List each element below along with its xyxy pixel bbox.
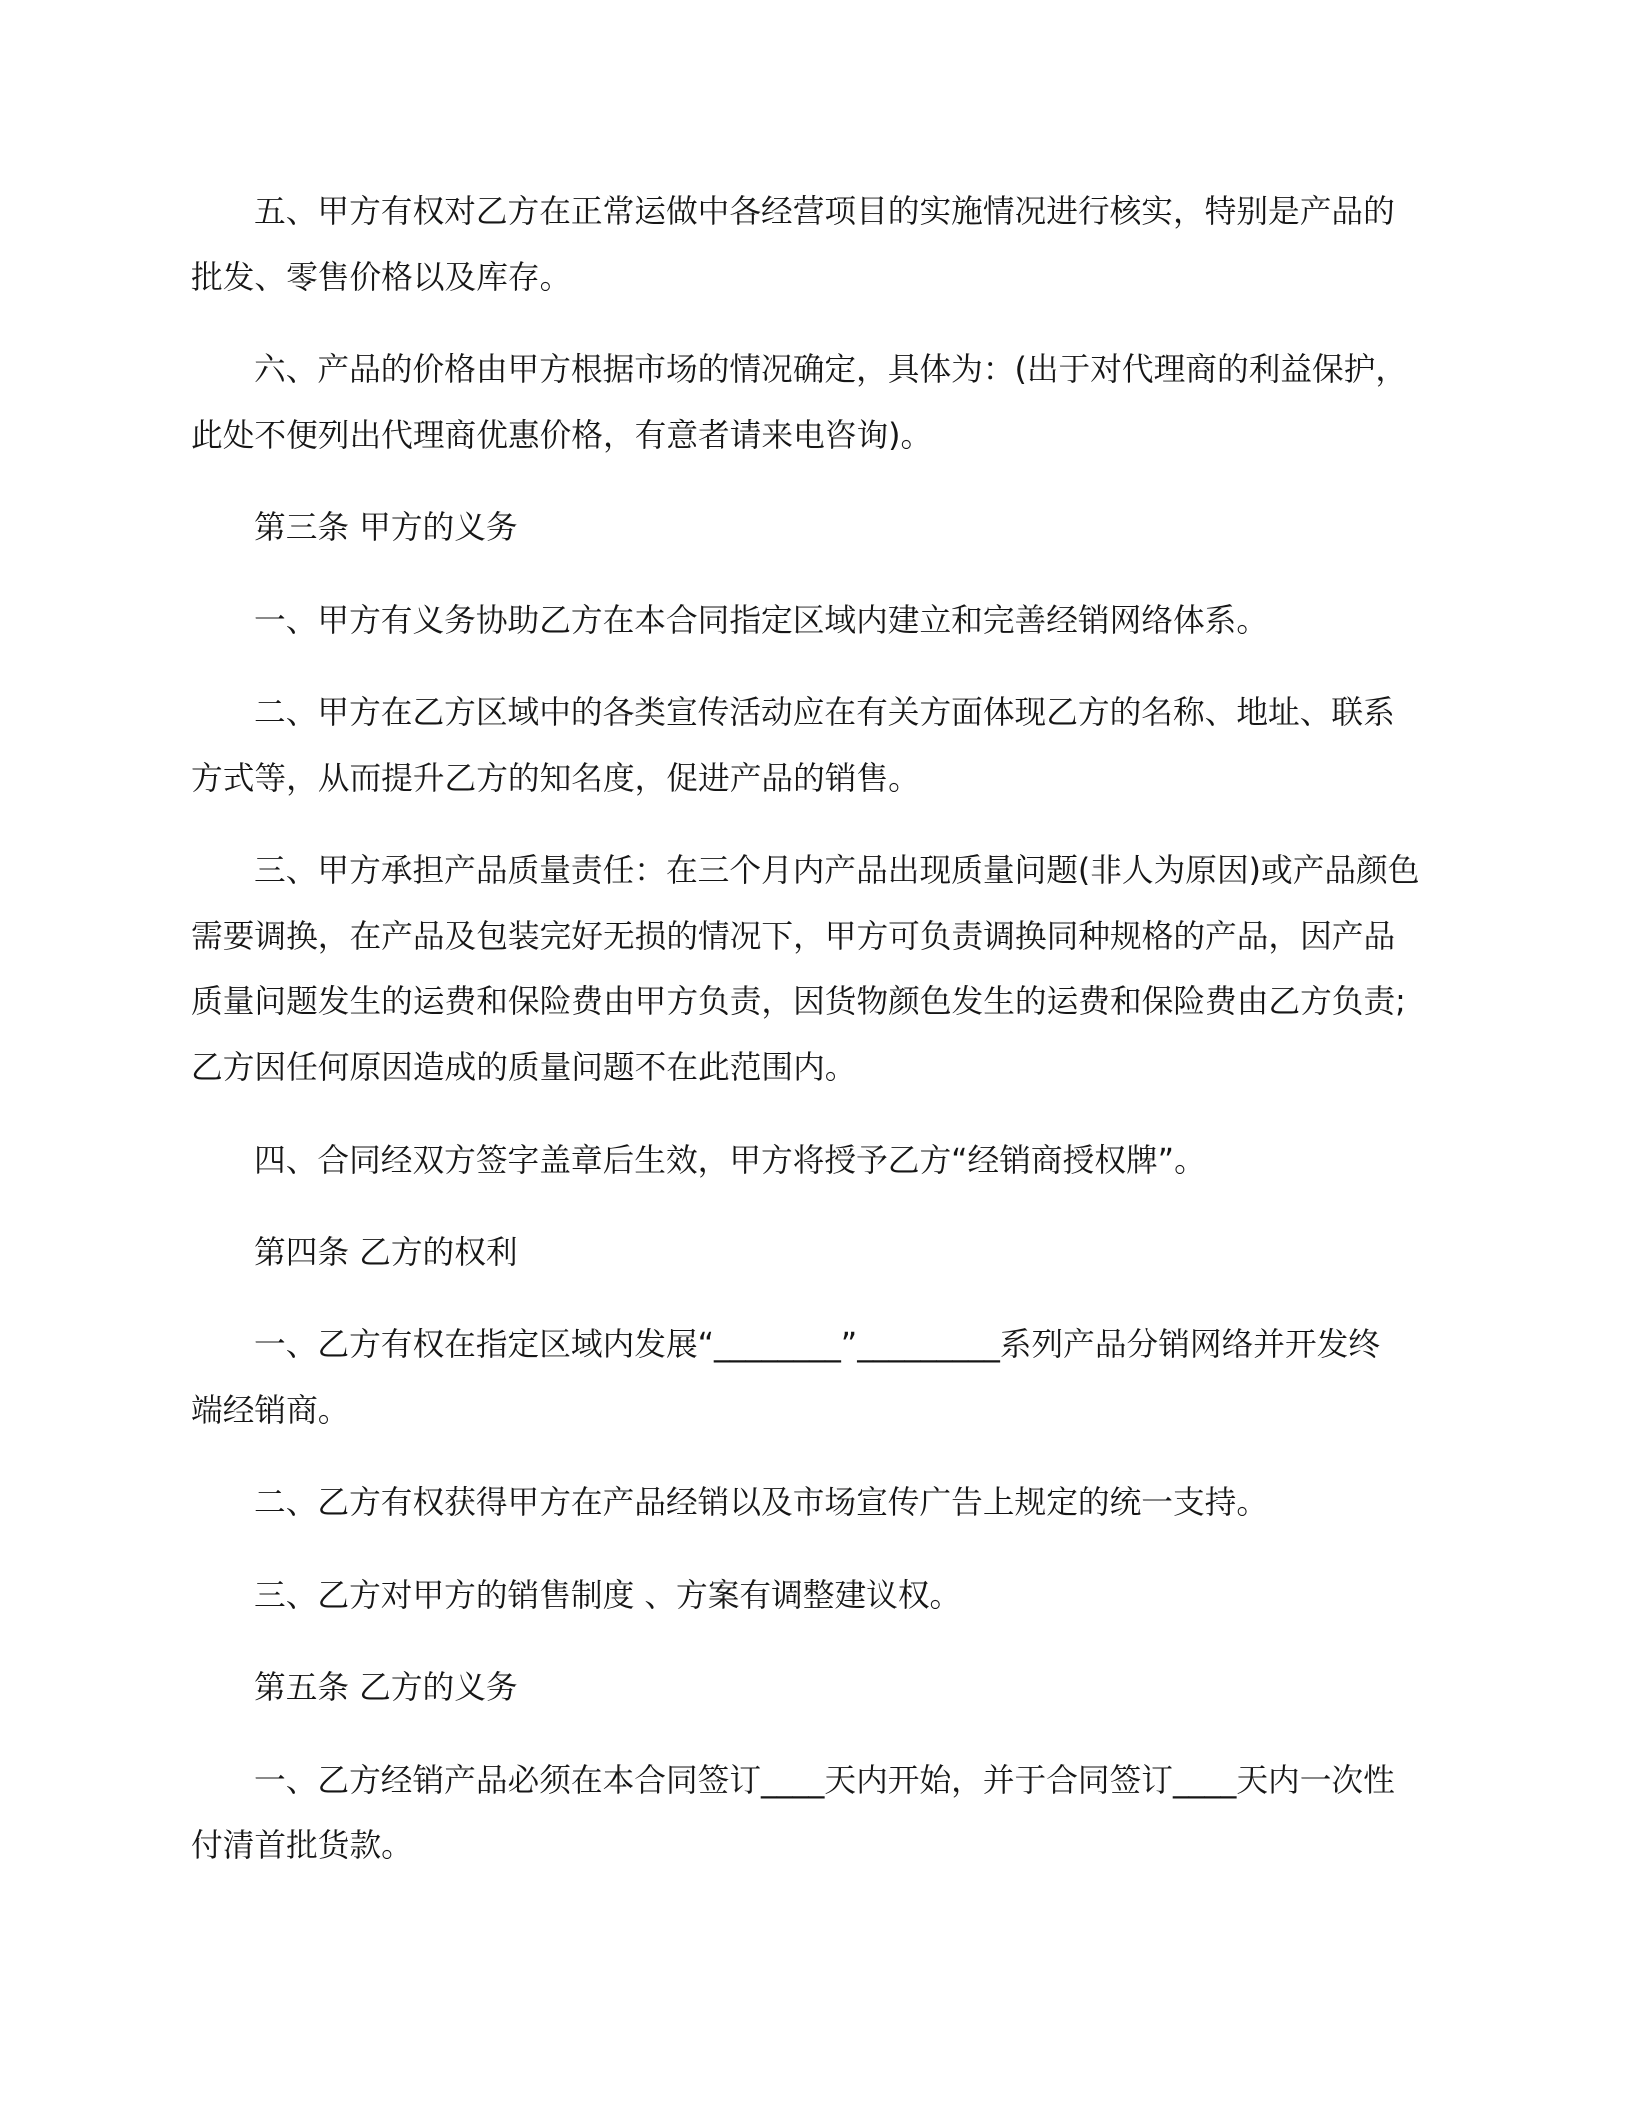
article-heading [191, 496, 1431, 562]
article-heading-text: 第三条 甲方的义务 [254, 510, 518, 547]
text-line: 三、乙方对甲方的销售制度 、方案有调整建议权。 [254, 1577, 962, 1614]
article-heading [191, 1221, 1431, 1287]
text-line: 三、甲方承担产品质量责任：在三个月内产品出现质量问题(非人为原因)或产品颜色 [254, 853, 1420, 890]
clause-paragraph [191, 681, 1431, 812]
clause-paragraph [191, 839, 1431, 1102]
clause-paragraph [191, 1749, 1431, 1880]
clause-paragraph [191, 1564, 1431, 1630]
text-line: 二、甲方在乙方区域中的各类宣传活动应在有关方面体现乙方的名称、地址、联系 [254, 694, 1395, 731]
text-line: 需要调换，在产品及包装完好无损的情况下，甲方可负责调换同种规格的产品，因产品 [191, 918, 1396, 955]
text-line: 此处不便列出代理商优惠价格，有意者请来电咨询)。 [191, 417, 933, 454]
document-body [191, 180, 1431, 1907]
text-line: 批发、零售价格以及库存。 [191, 259, 572, 296]
clause-paragraph [191, 1471, 1431, 1537]
text-line: 一、乙方经销产品必须在本合同签订____天内开始，并于合同签订____天内一次性 [254, 1762, 1395, 1799]
article-heading [191, 1656, 1431, 1722]
text-line: 一、乙方有权在指定区域内发展“________”_________系列产品分销网络并开发终 [254, 1327, 1381, 1364]
clause-paragraph [191, 338, 1431, 469]
clause-paragraph [191, 589, 1431, 655]
text-line: 端经销商。 [191, 1393, 350, 1430]
text-line: 五、甲方有权对乙方在正常运做中各经营项目的实施情况进行核实，特别是产品的 [254, 194, 1395, 230]
text-line: 二、乙方有权获得甲方在产品经销以及市场宣传广告上规定的统一支持。 [254, 1485, 1268, 1522]
text-line: 乙方因任何原因造成的质量问题不在此范围内。 [191, 1050, 857, 1087]
article-heading-text: 第五条 乙方的义务 [254, 1670, 518, 1707]
article-heading-text: 第四条 乙方的权利 [254, 1234, 518, 1271]
text-line: 方式等，从而提升乙方的知名度，促进产品的销售。 [191, 760, 920, 797]
text-line: 质量问题发生的运费和保险费由甲方负责，因货物颜色发生的运费和保险费由乙方负责; [191, 984, 1406, 1021]
clause-paragraph [191, 180, 1431, 311]
clause-paragraph [191, 1313, 1431, 1444]
text-line: 六、产品的价格由甲方根据市场的情况确定，具体为：(出于对代理商的利益保护， [254, 352, 1408, 389]
clause-paragraph [191, 1129, 1431, 1195]
text-line: 四、合同经双方签字盖章后生效，甲方将授予乙方“经销商授权牌”。 [254, 1142, 1206, 1179]
text-line: 一、甲方有义务协助乙方在本合同指定区域内建立和完善经销网络体系。 [254, 602, 1268, 639]
text-line: 付清首批货款。 [191, 1828, 413, 1865]
